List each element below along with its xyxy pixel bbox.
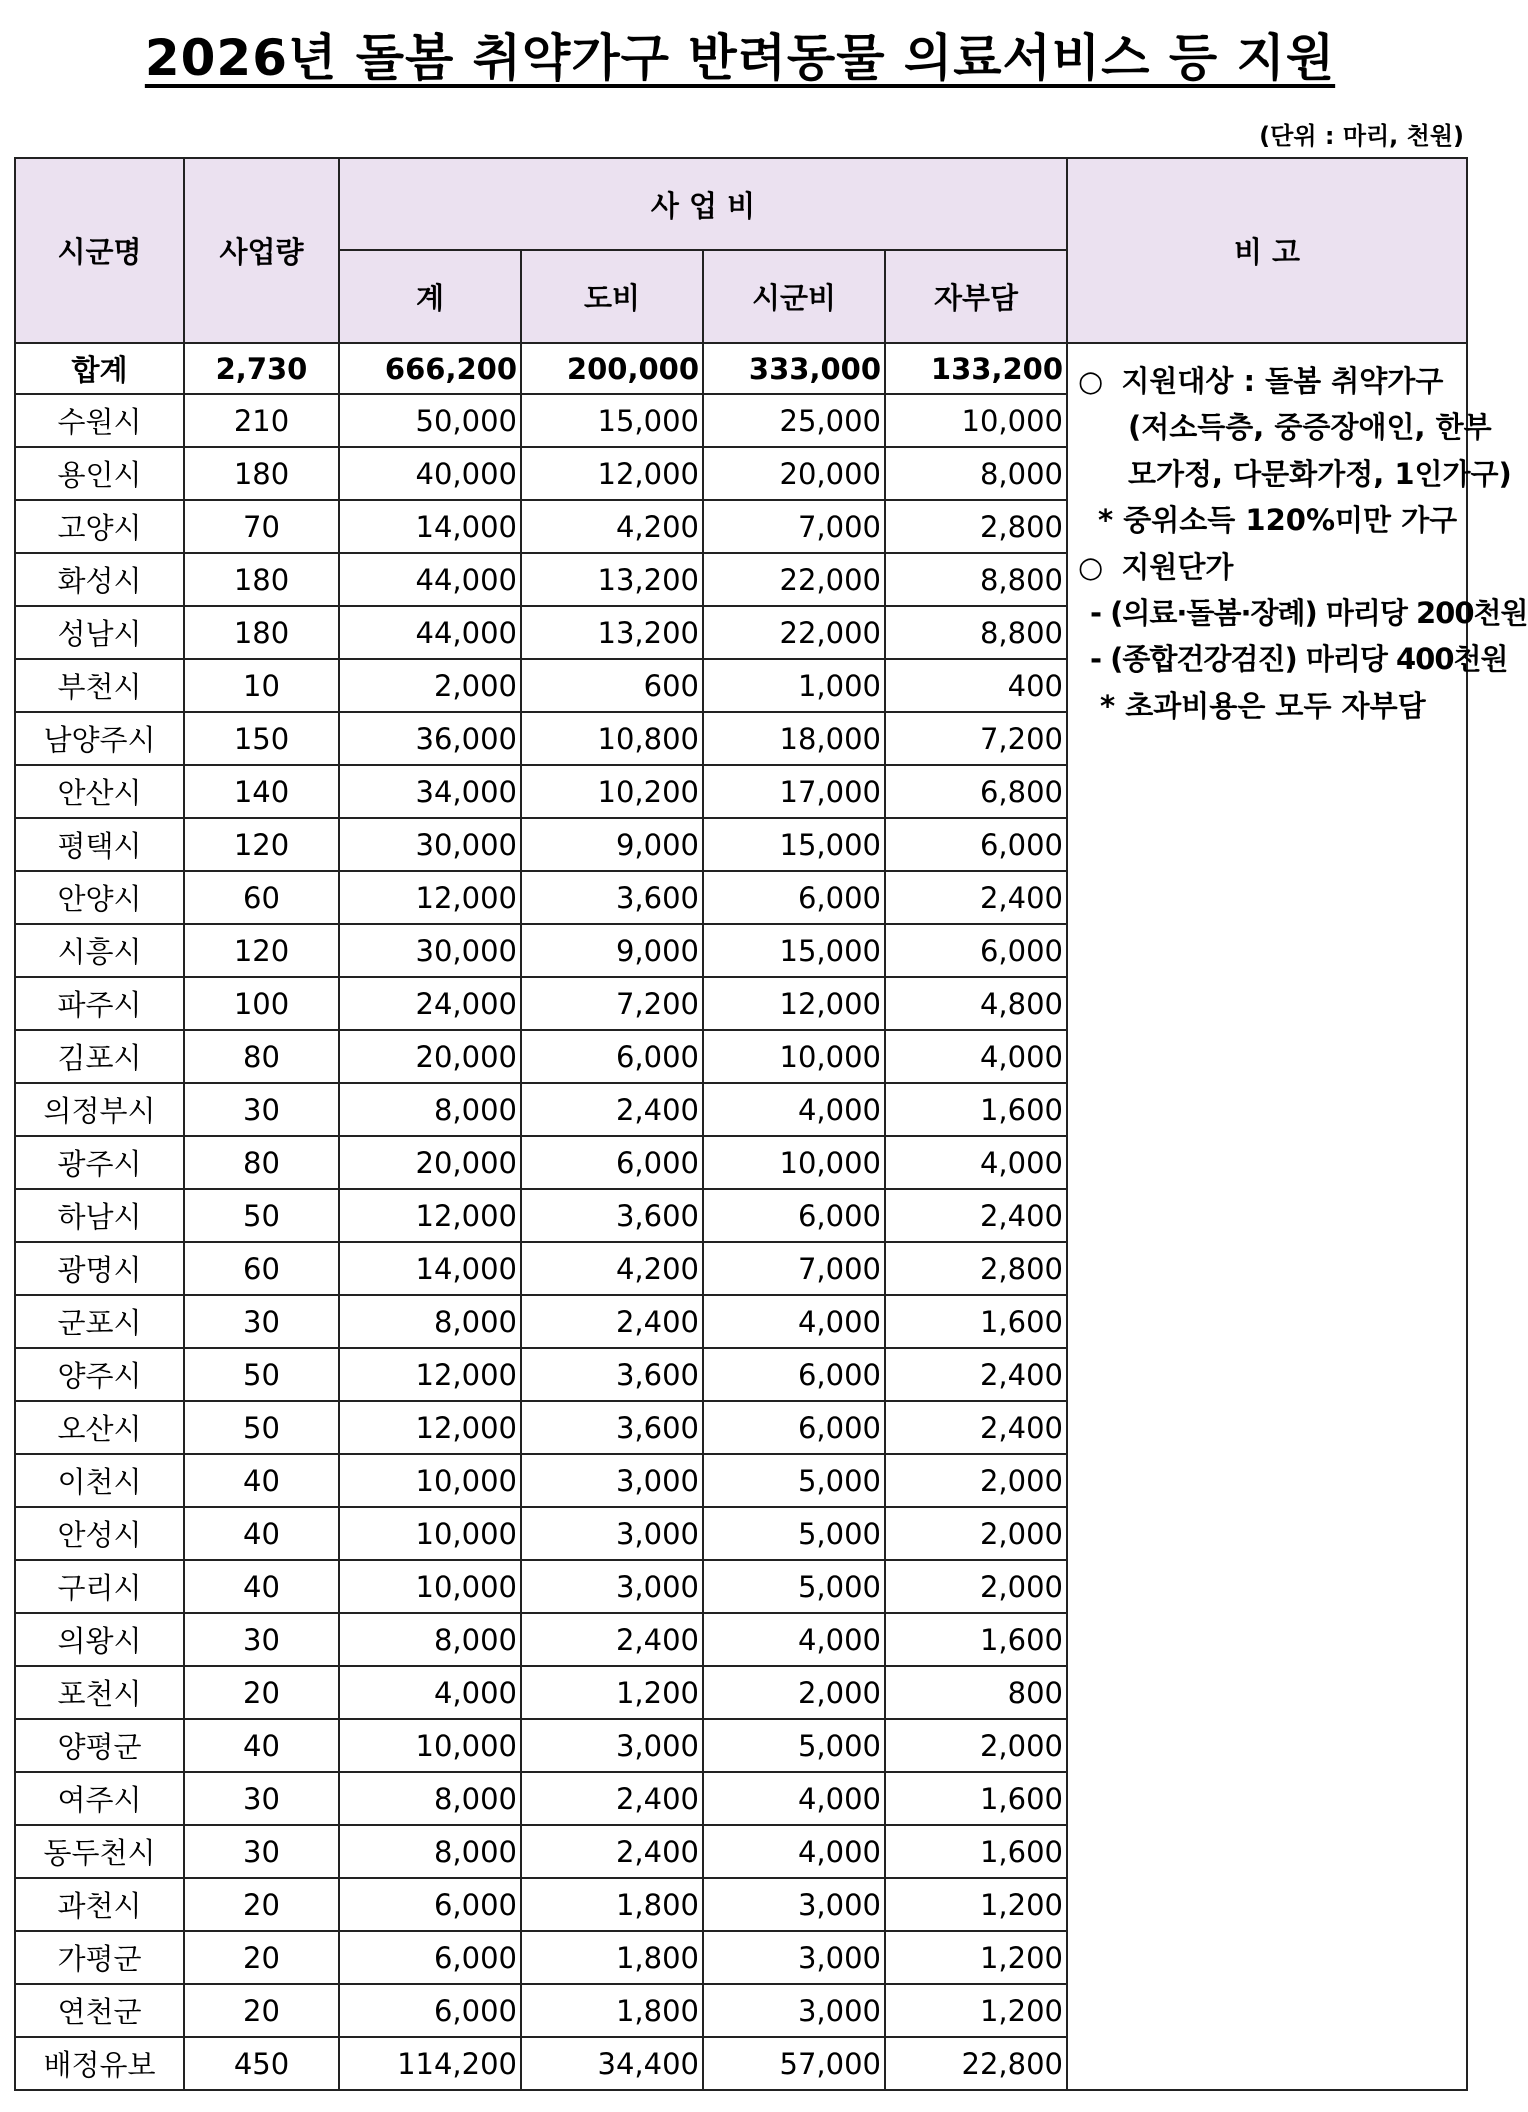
quantity-cell: 210 xyxy=(184,394,339,447)
province-cell: 2,400 xyxy=(521,1613,703,1666)
quantity-cell: 180 xyxy=(184,447,339,500)
region-name: 용인시 xyxy=(15,447,184,500)
region-name: 광명시 xyxy=(15,1242,184,1295)
region-name: 김포시 xyxy=(15,1030,184,1083)
total-cell: 8,000 xyxy=(339,1613,521,1666)
city-cell: 3,000 xyxy=(703,1931,885,1984)
total-qty: 2,730 xyxy=(184,343,339,394)
total-cell: 12,000 xyxy=(339,1189,521,1242)
province-cell: 2,400 xyxy=(521,1295,703,1348)
province-cell: 6,000 xyxy=(521,1136,703,1189)
self-cell: 2,000 xyxy=(885,1454,1067,1507)
region-name: 화성시 xyxy=(15,553,184,606)
total-cell: 12,000 xyxy=(339,871,521,924)
header-self: 자부담 xyxy=(885,250,1067,343)
province-cell: 4,200 xyxy=(521,1242,703,1295)
city-cell: 2,000 xyxy=(703,1666,885,1719)
quantity-cell: 30 xyxy=(184,1825,339,1878)
header-city: 시군비 xyxy=(703,250,885,343)
total-cell: 8,000 xyxy=(339,1772,521,1825)
bullet-icon: ○ xyxy=(1078,364,1104,398)
province-cell: 1,800 xyxy=(521,1984,703,2037)
self-cell: 1,200 xyxy=(885,1931,1067,1984)
province-cell: 7,200 xyxy=(521,977,703,1030)
budget-table xyxy=(14,157,1528,2091)
total-cell: 10,000 xyxy=(339,1719,521,1772)
province-cell: 2,400 xyxy=(521,1772,703,1825)
province-cell: 3,000 xyxy=(521,1560,703,1613)
quantity-cell: 80 xyxy=(184,1136,339,1189)
total-cell: 6,000 xyxy=(339,1878,521,1931)
self-cell: 4,000 xyxy=(885,1030,1067,1083)
quantity-cell: 40 xyxy=(184,1719,339,1772)
total-cell: 20,000 xyxy=(339,1136,521,1189)
quantity-cell: 60 xyxy=(184,871,339,924)
self-cell: 1,600 xyxy=(885,1772,1067,1825)
region-name: 여주시 xyxy=(15,1772,184,1825)
province-cell: 1,200 xyxy=(521,1666,703,1719)
quantity-cell: 30 xyxy=(184,1613,339,1666)
total-cell: 114,200 xyxy=(339,2037,521,2090)
remarks-price-medical: - (의료·돌봄·장례) 마리당 200천원 xyxy=(1090,595,1528,630)
quantity-cell: 30 xyxy=(184,1083,339,1136)
total-cell: 2,000 xyxy=(339,659,521,712)
province-cell: 3,600 xyxy=(521,871,703,924)
quantity-cell: 40 xyxy=(184,1507,339,1560)
total-name: 합계 xyxy=(15,343,184,394)
province-cell: 3,600 xyxy=(521,1401,703,1454)
city-cell: 4,000 xyxy=(703,1772,885,1825)
total-cell: 8,000 xyxy=(339,1295,521,1348)
remarks-cell xyxy=(1067,343,1528,2090)
city-cell: 22,000 xyxy=(703,606,885,659)
self-cell: 7,200 xyxy=(885,712,1067,765)
region-name: 구리시 xyxy=(15,1560,184,1613)
self-cell: 4,000 xyxy=(885,1136,1067,1189)
quantity-cell: 20 xyxy=(184,1984,339,2037)
self-cell: 6,800 xyxy=(885,765,1067,818)
total-cell: 12,000 xyxy=(339,1401,521,1454)
quantity-cell: 80 xyxy=(184,1030,339,1083)
city-cell: 4,000 xyxy=(703,1613,885,1666)
region-name: 의정부시 xyxy=(15,1083,184,1136)
province-cell: 600 xyxy=(521,659,703,712)
header-remarks: 비 고 xyxy=(1067,158,1467,343)
total-cell: 8,000 xyxy=(339,1825,521,1878)
region-name: 과천시 xyxy=(15,1878,184,1931)
province-cell: 1,800 xyxy=(521,1878,703,1931)
region-name: 고양시 xyxy=(15,500,184,553)
region-name: 성남시 xyxy=(15,606,184,659)
city-cell: 12,000 xyxy=(703,977,885,1030)
total-cell: 30,000 xyxy=(339,924,521,977)
quantity-cell: 30 xyxy=(184,1295,339,1348)
province-cell: 2,400 xyxy=(521,1825,703,1878)
city-cell: 6,000 xyxy=(703,1189,885,1242)
quantity-cell: 450 xyxy=(184,2037,339,2090)
quantity-cell: 100 xyxy=(184,977,339,1030)
city-cell: 1,000 xyxy=(703,659,885,712)
region-name: 이천시 xyxy=(15,1454,184,1507)
total-cell: 40,000 xyxy=(339,447,521,500)
total-cell: 14,000 xyxy=(339,1242,521,1295)
city-cell: 3,000 xyxy=(703,1878,885,1931)
province-cell: 2,400 xyxy=(521,1083,703,1136)
quantity-cell: 30 xyxy=(184,1772,339,1825)
city-cell: 6,000 xyxy=(703,1348,885,1401)
city-cell: 15,000 xyxy=(703,924,885,977)
province-cell: 3,000 xyxy=(521,1507,703,1560)
quantity-cell: 180 xyxy=(184,606,339,659)
bullet-icon: ○ xyxy=(1078,549,1104,584)
total-cell: 12,000 xyxy=(339,1348,521,1401)
province-cell: 3,000 xyxy=(521,1719,703,1772)
total-cell: 44,000 xyxy=(339,553,521,606)
self-cell: 1,600 xyxy=(885,1613,1067,1666)
self-cell: 400 xyxy=(885,659,1067,712)
city-cell: 22,000 xyxy=(703,553,885,606)
self-cell: 8,000 xyxy=(885,447,1067,500)
province-cell: 3,000 xyxy=(521,1454,703,1507)
header-quantity: 사업량 xyxy=(184,158,339,343)
region-name: 하남시 xyxy=(15,1189,184,1242)
self-cell: 1,600 xyxy=(885,1825,1067,1878)
total-city: 333,000 xyxy=(703,343,885,394)
self-cell: 2,000 xyxy=(885,1719,1067,1772)
remarks-income-note: * 중위소득 120%미만 가구 xyxy=(1098,503,1458,538)
region-name: 군포시 xyxy=(15,1295,184,1348)
header-region: 시군명 xyxy=(15,158,184,343)
quantity-cell: 50 xyxy=(184,1189,339,1242)
city-cell: 6,000 xyxy=(703,871,885,924)
self-cell: 1,600 xyxy=(885,1295,1067,1348)
region-name: 안산시 xyxy=(15,765,184,818)
region-name: 동두천시 xyxy=(15,1825,184,1878)
quantity-cell: 60 xyxy=(184,1242,339,1295)
region-name: 배정유보 xyxy=(15,2037,184,2090)
total-cell: 6,000 xyxy=(339,1931,521,1984)
city-cell: 25,000 xyxy=(703,394,885,447)
province-cell: 3,600 xyxy=(521,1348,703,1401)
province-cell: 3,600 xyxy=(521,1189,703,1242)
self-cell: 2,400 xyxy=(885,1348,1067,1401)
region-name: 포천시 xyxy=(15,1666,184,1719)
region-name: 남양주시 xyxy=(15,712,184,765)
province-cell: 10,200 xyxy=(521,765,703,818)
header-province: 도비 xyxy=(521,250,703,343)
region-name: 오산시 xyxy=(15,1401,184,1454)
region-name: 양평군 xyxy=(15,1719,184,1772)
total-cell: 44,000 xyxy=(339,606,521,659)
unit-label: (단위 : 마리, 천원) xyxy=(1259,122,1464,150)
province-cell: 34,400 xyxy=(521,2037,703,2090)
region-name: 안성시 xyxy=(15,1507,184,1560)
self-cell: 10,000 xyxy=(885,394,1067,447)
total-cell: 10,000 xyxy=(339,1507,521,1560)
document-title: 2026년 돌봄 취약가구 반려동물 의료서비스 등 지원 xyxy=(144,29,1336,87)
city-cell: 3,000 xyxy=(703,1984,885,2037)
self-cell: 2,000 xyxy=(885,1560,1067,1613)
quantity-cell: 20 xyxy=(184,1878,339,1931)
self-cell: 2,400 xyxy=(885,871,1067,924)
province-cell: 15,000 xyxy=(521,394,703,447)
quantity-cell: 40 xyxy=(184,1454,339,1507)
city-cell: 18,000 xyxy=(703,712,885,765)
total-cell: 30,000 xyxy=(339,818,521,871)
remarks-price-checkup: - (종합건강검진) 마리당 400천원 xyxy=(1090,642,1508,677)
region-name: 양주시 xyxy=(15,1348,184,1401)
self-cell: 1,200 xyxy=(885,1878,1067,1931)
region-name: 수원시 xyxy=(15,394,184,447)
total-cell: 36,000 xyxy=(339,712,521,765)
city-cell: 4,000 xyxy=(703,1295,885,1348)
total-cell: 24,000 xyxy=(339,977,521,1030)
self-cell: 6,000 xyxy=(885,818,1067,871)
city-cell: 5,000 xyxy=(703,1454,885,1507)
total-self: 133,200 xyxy=(885,343,1067,394)
total-cell: 34,000 xyxy=(339,765,521,818)
region-name: 시흥시 xyxy=(15,924,184,977)
quantity-cell: 10 xyxy=(184,659,339,712)
self-cell: 2,800 xyxy=(885,1242,1067,1295)
self-cell: 22,800 xyxy=(885,2037,1067,2090)
city-cell: 7,000 xyxy=(703,1242,885,1295)
city-cell: 4,000 xyxy=(703,1825,885,1878)
total-cell: 4,000 xyxy=(339,1666,521,1719)
self-cell: 1,200 xyxy=(885,1984,1067,2037)
total-cell: 20,000 xyxy=(339,1030,521,1083)
self-cell: 1,600 xyxy=(885,1083,1067,1136)
region-name: 파주시 xyxy=(15,977,184,1030)
province-cell: 9,000 xyxy=(521,924,703,977)
city-cell: 17,000 xyxy=(703,765,885,818)
remarks-excess-note: * 초과비용은 모두 자부담 xyxy=(1100,688,1426,723)
region-name: 광주시 xyxy=(15,1136,184,1189)
self-cell: 6,000 xyxy=(885,924,1067,977)
quantity-cell: 120 xyxy=(184,818,339,871)
total-row xyxy=(15,343,1467,394)
remarks-target-detail-1: (저소득층, 중증장애인, 한부 xyxy=(1128,410,1492,445)
quantity-cell: 50 xyxy=(184,1348,339,1401)
remarks-target-detail-2: 모가정, 다문화가정, 1인가구) xyxy=(1128,456,1512,491)
city-cell: 5,000 xyxy=(703,1560,885,1613)
province-cell: 9,000 xyxy=(521,818,703,871)
province-cell: 13,200 xyxy=(521,606,703,659)
quantity-cell: 180 xyxy=(184,553,339,606)
self-cell: 4,800 xyxy=(885,977,1067,1030)
province-cell: 4,200 xyxy=(521,500,703,553)
total-cell: 10,000 xyxy=(339,1454,521,1507)
quantity-cell: 40 xyxy=(184,1560,339,1613)
province-cell: 1,800 xyxy=(521,1931,703,1984)
quantity-cell: 150 xyxy=(184,712,339,765)
total-cell: 8,000 xyxy=(339,1083,521,1136)
quantity-cell: 120 xyxy=(184,924,339,977)
self-cell: 2,000 xyxy=(885,1507,1067,1560)
total-cell: 50,000 xyxy=(339,394,521,447)
remarks-target: ○ 지원대상 : 돌봄 취약가구 xyxy=(1078,358,1460,404)
city-cell: 57,000 xyxy=(703,2037,885,2090)
self-cell: 8,800 xyxy=(885,606,1067,659)
city-cell: 6,000 xyxy=(703,1401,885,1454)
total-cell: 10,000 xyxy=(339,1560,521,1613)
province-cell: 6,000 xyxy=(521,1030,703,1083)
province-cell: 12,000 xyxy=(521,447,703,500)
region-name: 의왕시 xyxy=(15,1613,184,1666)
city-cell: 20,000 xyxy=(703,447,885,500)
province-cell: 10,800 xyxy=(521,712,703,765)
region-name: 가평군 xyxy=(15,1931,184,1984)
region-name: 평택시 xyxy=(15,818,184,871)
total-cell: 6,000 xyxy=(339,1984,521,2037)
city-cell: 4,000 xyxy=(703,1083,885,1136)
self-cell: 800 xyxy=(885,1666,1067,1719)
quantity-cell: 50 xyxy=(184,1401,339,1454)
total-cell: 14,000 xyxy=(339,500,521,553)
quantity-cell: 20 xyxy=(184,1931,339,1984)
province-cell: 13,200 xyxy=(521,553,703,606)
city-cell: 7,000 xyxy=(703,500,885,553)
city-cell: 5,000 xyxy=(703,1719,885,1772)
city-cell: 5,000 xyxy=(703,1507,885,1560)
quantity-cell: 70 xyxy=(184,500,339,553)
region-name: 부천시 xyxy=(15,659,184,712)
quantity-cell: 20 xyxy=(184,1666,339,1719)
region-name: 연천군 xyxy=(15,1984,184,2037)
city-cell: 15,000 xyxy=(703,818,885,871)
self-cell: 2,800 xyxy=(885,500,1067,553)
header-budget: 사 업 비 xyxy=(339,158,1067,250)
city-cell: 10,000 xyxy=(703,1030,885,1083)
quantity-cell: 140 xyxy=(184,765,339,818)
self-cell: 2,400 xyxy=(885,1189,1067,1242)
region-name: 안양시 xyxy=(15,871,184,924)
self-cell: 8,800 xyxy=(885,553,1067,606)
self-cell: 2,400 xyxy=(885,1401,1067,1454)
remarks-unit-price: ○ 지원단가 xyxy=(1078,544,1460,590)
city-cell: 10,000 xyxy=(703,1136,885,1189)
total-sum: 666,200 xyxy=(339,343,521,394)
header-total: 계 xyxy=(339,250,521,343)
total-province: 200,000 xyxy=(521,343,703,394)
table-body xyxy=(15,343,1528,2090)
